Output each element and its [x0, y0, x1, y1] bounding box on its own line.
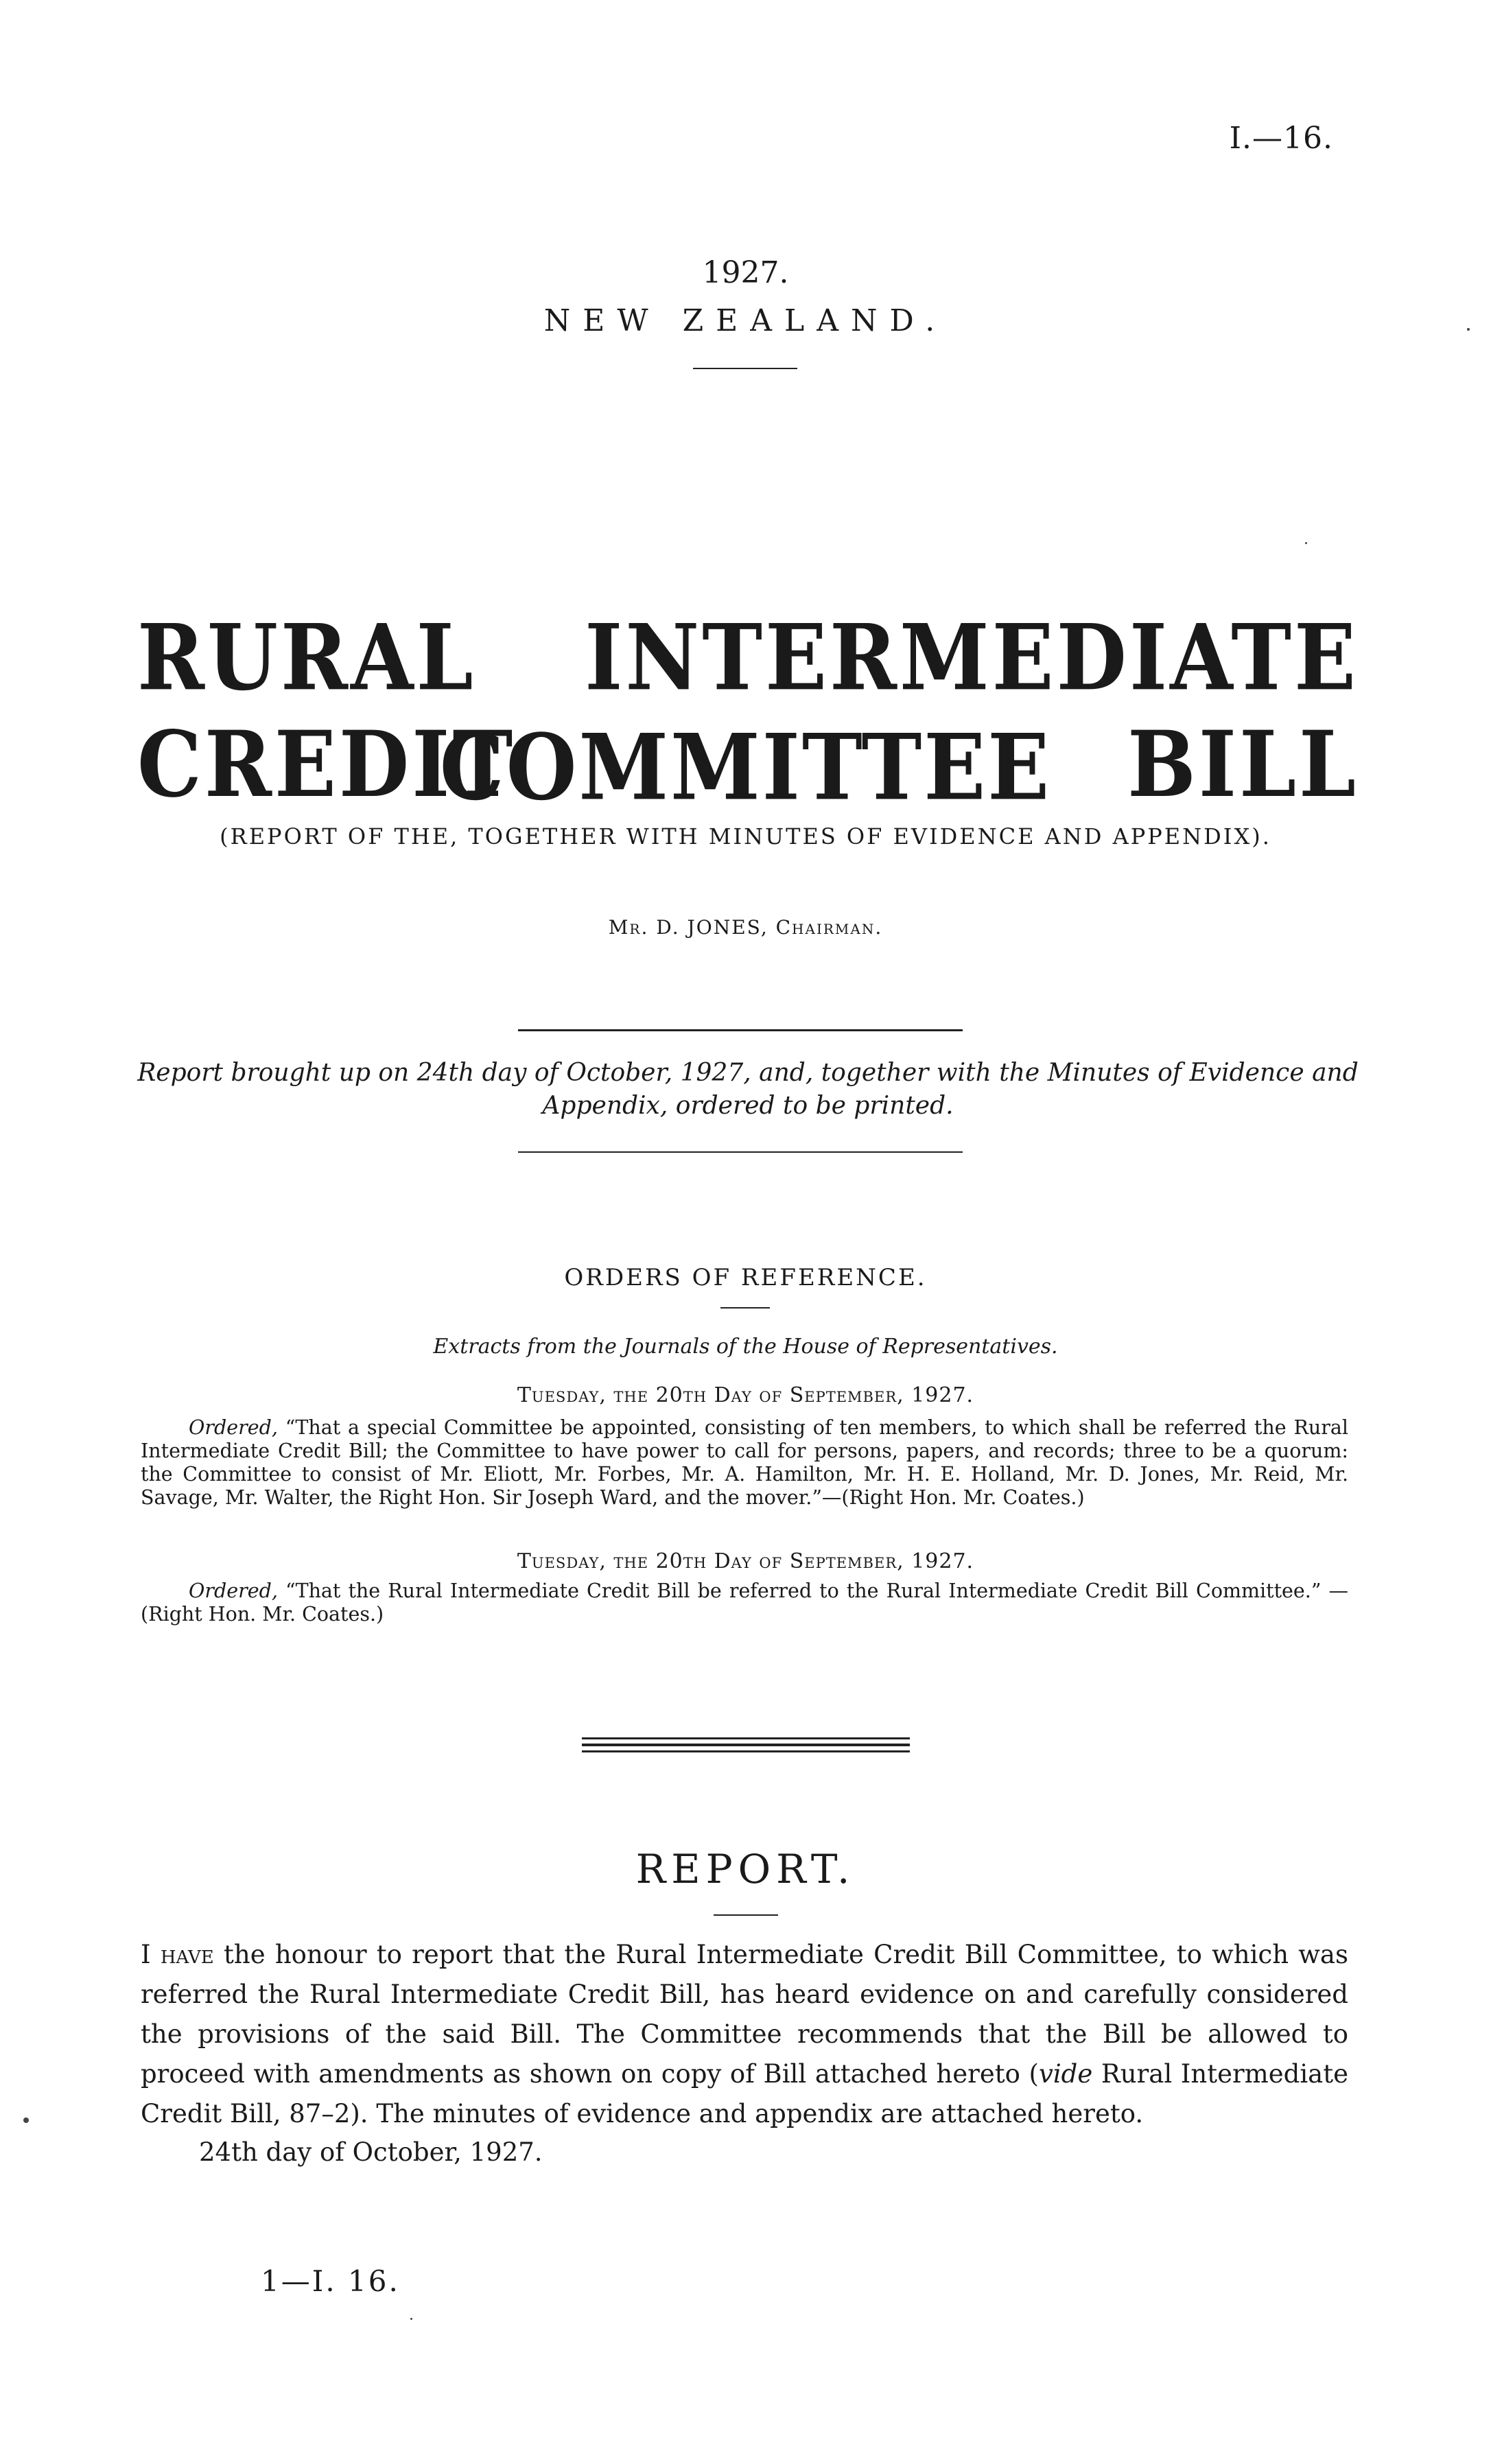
title-word: BILL [1127, 710, 1359, 818]
paper-number: I.—16. [1229, 121, 1333, 156]
title-word: CREDIT [137, 710, 516, 818]
extracts-line: Extracts from the Journals of the House of Representatives. [433, 1335, 1058, 1359]
divider [693, 368, 797, 369]
divider [518, 1029, 963, 1031]
scan-mark [1467, 328, 1470, 331]
order-text: “That the Rural Intermediate Credit Bill be referred to the Rural Intermediate Credit Bill Committee.” —(Right Hon. Mr. Coates.) [141, 1580, 1348, 1626]
divider [518, 1151, 963, 1153]
report-body: I have the honour to report that the Rural Intermediate Credit Bill Committee, to which was referred the Rural Intermediate Credit Bill, has heard evidence on and carefully considered the provisions of the said Bill. The Committee recommends that the Bill be allowed to proceed with amendments as shown on copy of Bill attached hereto (vide Rural Intermediate Credit Bill, 87–2). The minutes of evidence and appendix are attached hereto. [141, 1940, 1348, 2128]
page-title-line-2: COMMITTEE [439, 714, 1052, 821]
divider [582, 1737, 910, 1739]
order-date: Tuesday, the 20th Day of September, 1927. [517, 1383, 974, 1407]
report-opening: I have [141, 1940, 214, 1969]
report-heading: REPORT. [635, 1846, 856, 1892]
title-word: INTERMEDIATE [585, 604, 1359, 711]
subtitle: (REPORT OF THE, TOGETHER WITH MINUTES OF EVIDENCE AND APPENDIX). [220, 823, 1271, 849]
divider [720, 1307, 770, 1309]
divider [714, 1914, 778, 1916]
report-date: 24th day of October, 1927. [199, 2137, 543, 2167]
orders-heading: ORDERS OF REFERENCE. [564, 1264, 927, 1291]
order-paragraph [141, 1580, 1348, 1626]
title-word: RURAL [137, 604, 476, 711]
scan-mark [1305, 542, 1307, 544]
chairman-line: Mr. D. JONES, Chairman. [608, 916, 883, 939]
scan-mark [23, 2117, 29, 2123]
divider [582, 1744, 910, 1746]
year: 1927. [702, 255, 789, 290]
country-heading: NEW ZEALAND. [543, 303, 948, 338]
footer-page-number: 1—I. 16. [261, 2264, 400, 2298]
report-note: Report brought up on 24th day of October, 1927, and, together with the Minutes of Evidence and Appendix, ordered to be printed. [137, 1059, 1359, 1120]
order-paragraph [141, 1416, 1348, 1510]
divider [582, 1750, 910, 1752]
order-date: Tuesday, the 20th Day of September, 1927. [517, 1549, 974, 1573]
order-text: “That a special Committee be appointed, consisting of ten members, to which shall be referred the Rural Intermediate Credit Bill; the Committee to have power to call for persons, papers, and records; three to be a quorum: the Committee to consist of Mr. Eliott, Mr. Forbes, Mr. A. Hamilton, Mr. H. E. Holland, Mr. D. Jones, Mr. Reid, Mr. Savage, Mr. Walter, the Right Hon. Sir Joseph Ward, and the mover.”—(Right Hon. Mr. Coates.) [141, 1416, 1348, 1509]
ordered-label: Ordered, [189, 1580, 278, 1602]
scan-mark [410, 2318, 412, 2320]
ordered-label: Ordered, [189, 1416, 278, 1439]
